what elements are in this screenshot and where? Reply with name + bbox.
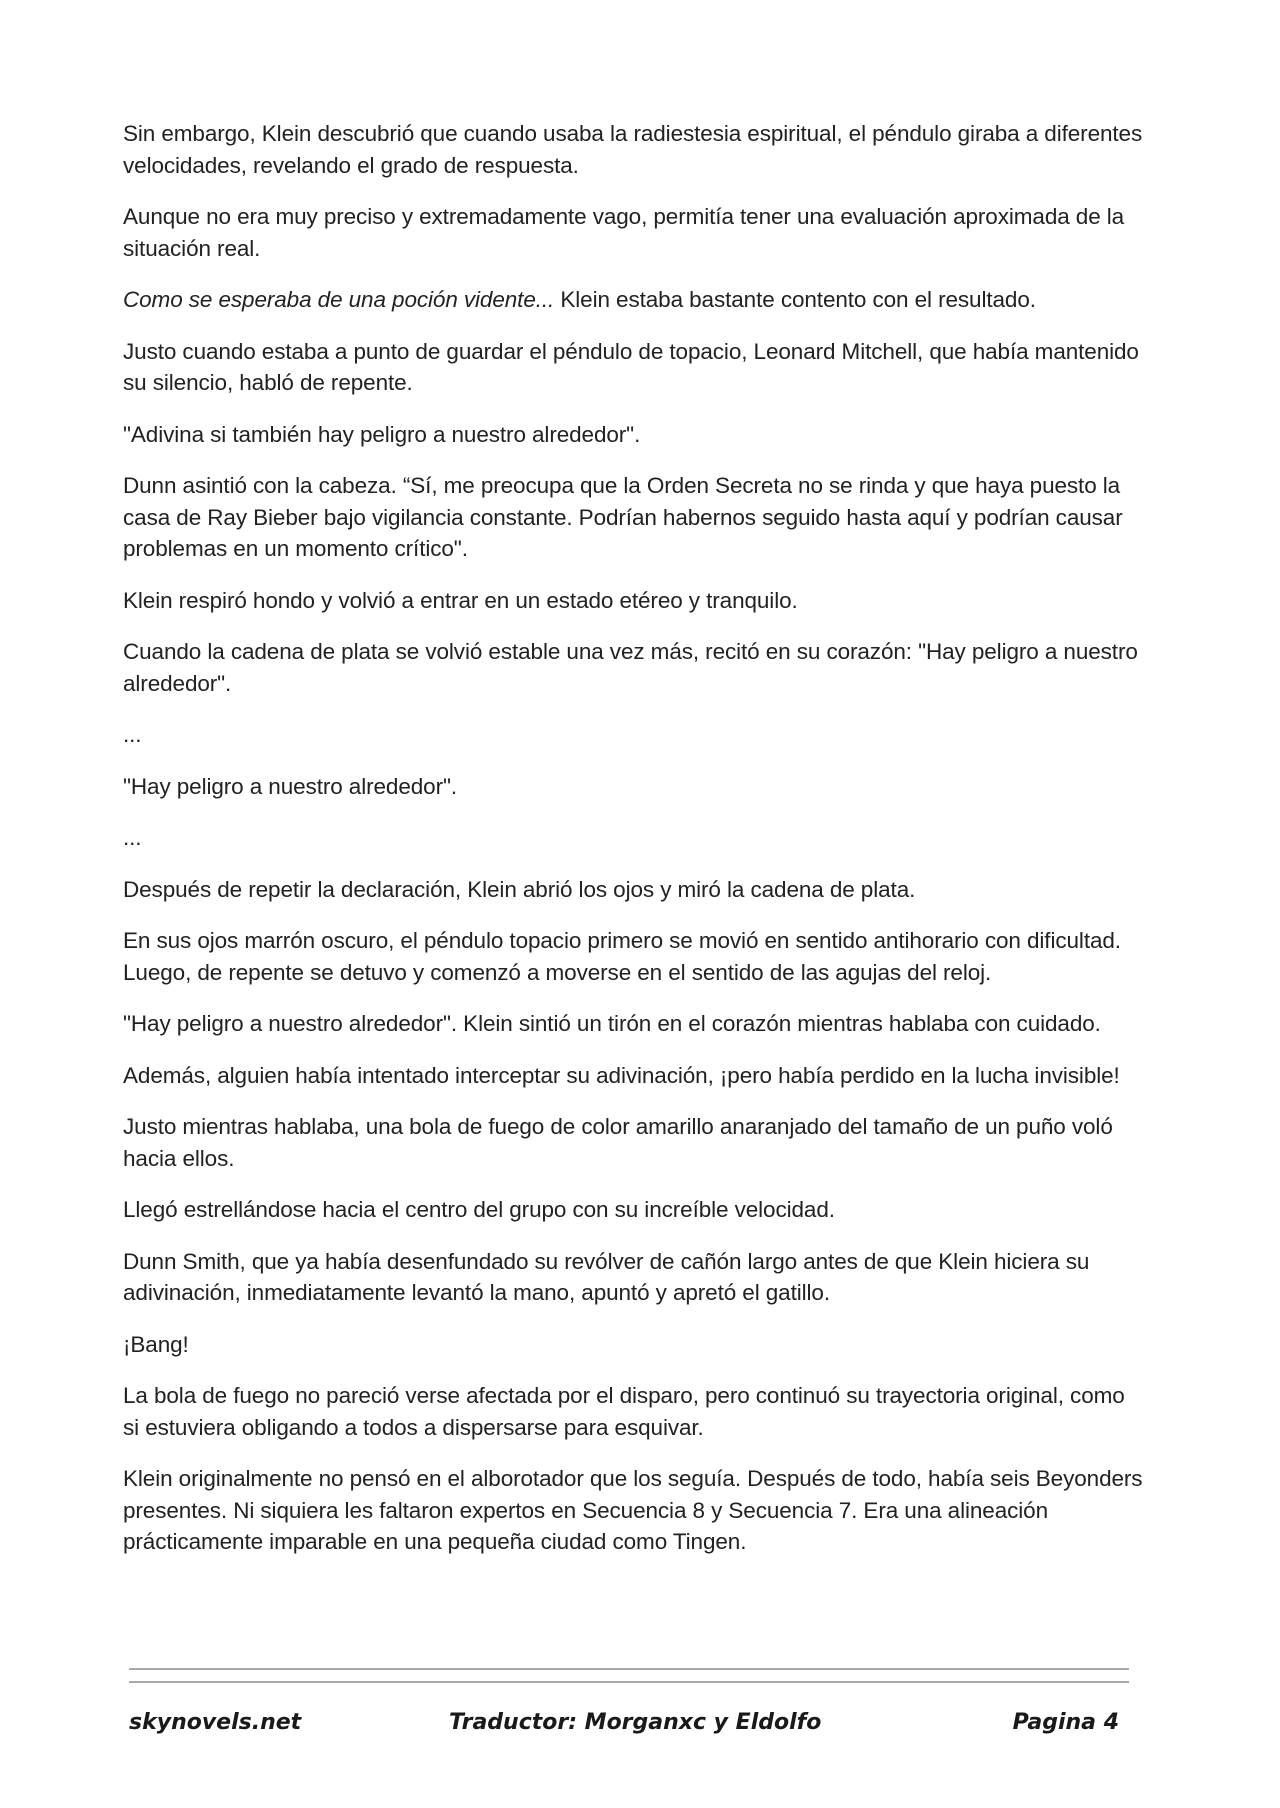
paragraph-11: ... [123,825,142,850]
paragraph-18: Dunn Smith, que ya había desenfundado su revólver de cañón largo antes de que Klein hiciera su adivinación, inmediatamente levantó la mano, apuntó y apretó el gatillo. [123,1248,1090,1305]
paragraph-16: Justo mientras hablaba, una bola de fuego de color amarillo anaranjado del tamaño de un puño voló hacia ellos. [123,1114,1113,1171]
paragraph-15: Además, alguien había intentado interceptar su adivinación, ¡pero había perdido en la lucha invisible! [123,1062,1120,1088]
footer-divider-top [129,1668,1129,1670]
paragraph-7: Klein respiró hondo y volvió a entrar en un estado etéreo y tranquilo. [123,587,798,613]
paragraph-13: En sus ojos marrón oscuro, el péndulo topacio primero se movió en sentido antihorario con dificultad. Luego, de repente se detuvo y comenzó a moverse en el sentido de las agujas del reloj. [123,928,1121,985]
paragraph-4: Justo cuando estaba a punto de guardar el péndulo de topacio, Leonard Mitchell, que había mantenido su silencio, habló de repente. [123,338,1139,395]
paragraph-3-text: Klein estaba bastante contento con el resultado. [554,287,1036,312]
footer-page-number: Pagina 4 [1012,1710,1119,1735]
page-body [123,118,1143,1578]
paragraph-12: Después de repetir la declaración, Klein abrió los ojos y miró la cadena de plata. [123,876,916,902]
paragraph-2: Aunque no era muy preciso y extremadamente vago, permitía tener una evaluación aproximada de la situación real. [123,204,1125,261]
paragraph-5: "Adivina si también hay peligro a nuestro alrededor". [123,421,641,447]
paragraph-14: "Hay peligro a nuestro alrededor". Klein sintió un tirón en el corazón mientras hablaba con cuidado. [123,1011,1101,1036]
paragraph-17: Llegó estrellándose hacia el centro del grupo con su increíble velocidad. [123,1197,835,1222]
paragraph-19: ¡Bang! [123,1331,189,1357]
paragraph-21: Klein originalmente no pensó en el alborotador que los seguía. Después de todo, había seis Beyonders presentes. Ni siquiera les faltaron expertos en Secuencia 8 y Secuencia 7. Era una alineación prácticamente imparable en una pequeña ciudad como Tingen. [123,1466,1143,1554]
paragraph-1: Sin embargo, Klein descubrió que cuando usaba la radiestesia espiritual, el péndulo giraba a diferentes velocidades, revelando el grado de respuesta. [123,121,1143,178]
paragraph-3 [123,284,1143,316]
footer-divider-bottom [129,1681,1129,1683]
footer-translator-credit: Traductor: Morganxc y Eldolfo [449,1710,822,1735]
paragraph-6: Dunn asintió con la cabeza. “Sí, me preocupa que la Orden Secreta no se rinda y que haya puesto la casa de Ray Bieber bajo vigilancia constante. Podrían habernos seguido hasta aquí y podrían causar problemas en un momento crítico". [123,473,1123,561]
footer-site-name: skynovels.net [129,1710,302,1735]
paragraph-3-italic-thought: Como se esperaba de una poción vidente... [123,287,555,312]
page-footer [129,1710,1129,1750]
paragraph-9: ... [123,722,142,747]
paragraph-10: "Hay peligro a nuestro alrededor". [123,773,458,799]
paragraph-8: Cuando la cadena de plata se volvió estable una vez más, recitó en su corazón: "Hay peligro a nuestro alrededor". [123,639,1138,696]
paragraph-20: La bola de fuego no pareció verse afectada por el disparo, pero continuó su trayectoria original, como si estuviera obligando a todos a dispersarse para esquivar. [123,1383,1125,1440]
